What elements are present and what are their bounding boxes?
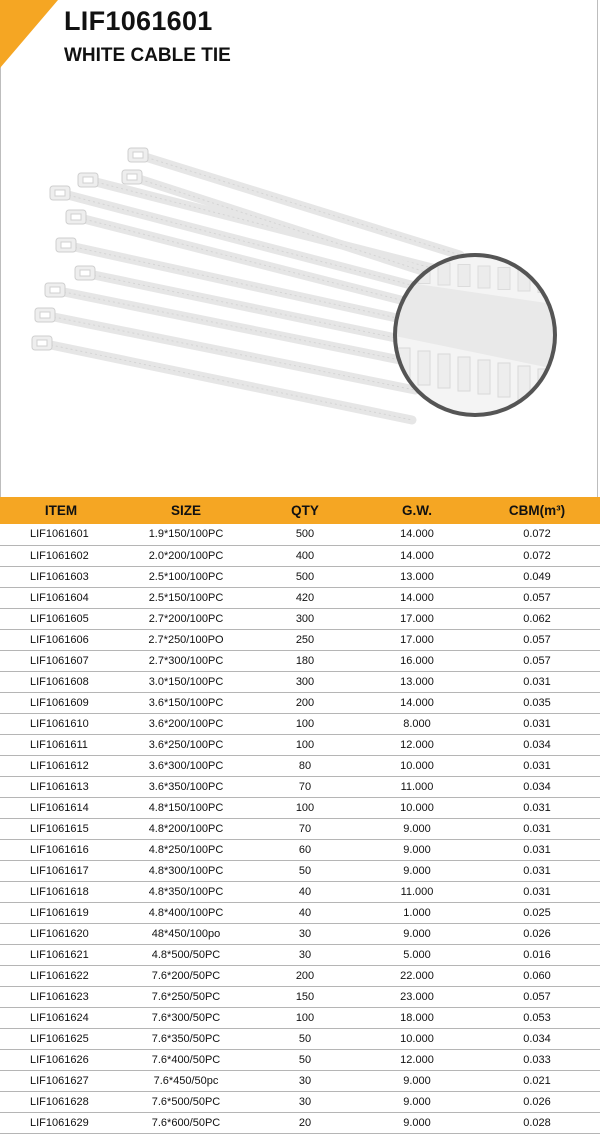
table-row xyxy=(0,755,600,776)
item-code-cell: LIF1061626 xyxy=(0,1049,122,1070)
table-row xyxy=(0,566,600,587)
gross-weight-cell: 11.000 xyxy=(360,881,474,902)
cable-tie-product-image xyxy=(20,130,560,450)
qty-cell: 150 xyxy=(250,986,360,1007)
gross-weight-cell: 9.000 xyxy=(360,860,474,881)
size-cell: 2.0*200/100PC xyxy=(122,545,250,566)
table-row xyxy=(0,524,600,545)
size-cell: 2.7*250/100PO xyxy=(122,629,250,650)
item-code-cell: LIF1061625 xyxy=(0,1028,122,1049)
size-cell: 4.8*250/100PC xyxy=(122,839,250,860)
table-row xyxy=(0,1112,600,1133)
item-code-cell: LIF1061614 xyxy=(0,797,122,818)
size-cell: 7.6*300/50PC xyxy=(122,1007,250,1028)
gross-weight-cell: 8.000 xyxy=(360,713,474,734)
gross-weight-cell: 14.000 xyxy=(360,692,474,713)
header-qty: QTY xyxy=(250,497,360,524)
table-row xyxy=(0,860,600,881)
cbm-cell: 0.062 xyxy=(474,608,600,629)
product-name-subtitle: WHITE CABLE TIE xyxy=(64,45,231,66)
table-row xyxy=(0,1070,600,1091)
qty-cell: 200 xyxy=(250,692,360,713)
size-cell: 2.7*300/100PC xyxy=(122,650,250,671)
cbm-cell: 0.031 xyxy=(474,860,600,881)
cbm-cell: 0.031 xyxy=(474,839,600,860)
cbm-cell: 0.057 xyxy=(474,587,600,608)
corner-accent xyxy=(0,0,58,68)
qty-cell: 70 xyxy=(250,776,360,797)
size-cell: 4.8*400/100PC xyxy=(122,902,250,923)
table-row xyxy=(0,671,600,692)
item-code-cell: LIF1061607 xyxy=(0,650,122,671)
qty-cell: 100 xyxy=(250,734,360,755)
size-cell: 7.6*600/50PC xyxy=(122,1112,250,1133)
item-code-cell: LIF1061627 xyxy=(0,1070,122,1091)
cbm-cell: 0.025 xyxy=(474,902,600,923)
table-row xyxy=(0,944,600,965)
gross-weight-cell: 9.000 xyxy=(360,1112,474,1133)
cbm-cell: 0.031 xyxy=(474,755,600,776)
qty-cell: 80 xyxy=(250,755,360,776)
table-row xyxy=(0,797,600,818)
gross-weight-cell: 14.000 xyxy=(360,545,474,566)
item-code-cell: LIF1061612 xyxy=(0,755,122,776)
qty-cell: 30 xyxy=(250,1070,360,1091)
gross-weight-cell: 9.000 xyxy=(360,839,474,860)
cbm-cell: 0.057 xyxy=(474,629,600,650)
gross-weight-cell: 22.000 xyxy=(360,965,474,986)
table-row xyxy=(0,650,600,671)
gross-weight-cell: 23.000 xyxy=(360,986,474,1007)
gross-weight-cell: 9.000 xyxy=(360,1091,474,1112)
table-row xyxy=(0,629,600,650)
size-cell: 7.6*250/50PC xyxy=(122,986,250,1007)
header-size: SIZE xyxy=(122,497,250,524)
qty-cell: 500 xyxy=(250,524,360,545)
item-code-cell: LIF1061603 xyxy=(0,566,122,587)
product-code-title: LIF1061601 xyxy=(64,6,213,36)
gross-weight-cell: 12.000 xyxy=(360,1049,474,1070)
cbm-cell: 0.031 xyxy=(474,797,600,818)
qty-cell: 100 xyxy=(250,797,360,818)
cbm-cell: 0.049 xyxy=(474,566,600,587)
table-row xyxy=(0,776,600,797)
gross-weight-cell: 10.000 xyxy=(360,797,474,818)
cbm-cell: 0.031 xyxy=(474,881,600,902)
gross-weight-cell: 5.000 xyxy=(360,944,474,965)
table-row xyxy=(0,1028,600,1049)
size-cell: 48*450/100po xyxy=(122,923,250,944)
cbm-cell: 0.031 xyxy=(474,671,600,692)
item-code-cell: LIF1061621 xyxy=(0,944,122,965)
size-cell: 2.7*200/100PC xyxy=(122,608,250,629)
size-cell: 3.6*300/100PC xyxy=(122,755,250,776)
item-code-cell: LIF1061606 xyxy=(0,629,122,650)
table-row xyxy=(0,1091,600,1112)
cbm-cell: 0.060 xyxy=(474,965,600,986)
qty-cell: 100 xyxy=(250,713,360,734)
cbm-cell: 0.034 xyxy=(474,734,600,755)
size-cell: 3.6*150/100PC xyxy=(122,692,250,713)
gross-weight-cell: 10.000 xyxy=(360,755,474,776)
cbm-cell: 0.031 xyxy=(474,713,600,734)
cbm-cell: 0.053 xyxy=(474,1007,600,1028)
size-cell: 7.6*400/50PC xyxy=(122,1049,250,1070)
gross-weight-cell: 18.000 xyxy=(360,1007,474,1028)
table-row xyxy=(0,965,600,986)
size-cell: 3.6*250/100PC xyxy=(122,734,250,755)
gross-weight-cell: 16.000 xyxy=(360,650,474,671)
size-cell: 3.6*350/100PC xyxy=(122,776,250,797)
qty-cell: 50 xyxy=(250,860,360,881)
qty-cell: 300 xyxy=(250,671,360,692)
size-cell: 4.8*500/50PC xyxy=(122,944,250,965)
item-code-cell: LIF1061624 xyxy=(0,1007,122,1028)
gross-weight-cell: 9.000 xyxy=(360,818,474,839)
header-cbm: CBM(m³) xyxy=(474,497,600,524)
size-cell: 1.9*150/100PC xyxy=(122,524,250,545)
item-code-cell: LIF1061616 xyxy=(0,839,122,860)
gross-weight-cell: 17.000 xyxy=(360,629,474,650)
gross-weight-cell: 1.000 xyxy=(360,902,474,923)
qty-cell: 300 xyxy=(250,608,360,629)
qty-cell: 20 xyxy=(250,1112,360,1133)
cbm-cell: 0.031 xyxy=(474,818,600,839)
gross-weight-cell: 14.000 xyxy=(360,524,474,545)
item-code-cell: LIF1061604 xyxy=(0,587,122,608)
qty-cell: 70 xyxy=(250,818,360,839)
gross-weight-cell: 11.000 xyxy=(360,776,474,797)
qty-cell: 30 xyxy=(250,1091,360,1112)
cbm-cell: 0.034 xyxy=(474,1028,600,1049)
table-row xyxy=(0,713,600,734)
qty-cell: 30 xyxy=(250,923,360,944)
gross-weight-cell: 12.000 xyxy=(360,734,474,755)
item-code-cell: LIF1061617 xyxy=(0,860,122,881)
header-item: ITEM xyxy=(0,497,122,524)
qty-cell: 50 xyxy=(250,1028,360,1049)
cbm-cell: 0.033 xyxy=(474,1049,600,1070)
gross-weight-cell: 10.000 xyxy=(360,1028,474,1049)
size-cell: 4.8*200/100PC xyxy=(122,818,250,839)
table-row xyxy=(0,986,600,1007)
table-row xyxy=(0,587,600,608)
item-code-cell: LIF1061623 xyxy=(0,986,122,1007)
size-cell: 7.6*350/50PC xyxy=(122,1028,250,1049)
cbm-cell: 0.057 xyxy=(474,986,600,1007)
item-code-cell: LIF1061618 xyxy=(0,881,122,902)
size-cell: 2.5*150/100PC xyxy=(122,587,250,608)
cbm-cell: 0.016 xyxy=(474,944,600,965)
item-code-cell: LIF1061620 xyxy=(0,923,122,944)
item-code-cell: LIF1061615 xyxy=(0,818,122,839)
qty-cell: 200 xyxy=(250,965,360,986)
gross-weight-cell: 13.000 xyxy=(360,566,474,587)
item-code-cell: LIF1061602 xyxy=(0,545,122,566)
cbm-cell: 0.072 xyxy=(474,545,600,566)
table-row xyxy=(0,923,600,944)
size-cell: 3.6*200/100PC xyxy=(122,713,250,734)
cbm-cell: 0.026 xyxy=(474,923,600,944)
item-code-cell: LIF1061611 xyxy=(0,734,122,755)
size-cell: 2.5*100/100PC xyxy=(122,566,250,587)
gross-weight-cell: 13.000 xyxy=(360,671,474,692)
item-code-cell: LIF1061619 xyxy=(0,902,122,923)
table-row xyxy=(0,1007,600,1028)
gross-weight-cell: 9.000 xyxy=(360,1070,474,1091)
table-row xyxy=(0,902,600,923)
cbm-cell: 0.072 xyxy=(474,524,600,545)
item-code-cell: LIF1061622 xyxy=(0,965,122,986)
table-row xyxy=(0,545,600,566)
size-cell: 4.8*350/100PC xyxy=(122,881,250,902)
qty-cell: 420 xyxy=(250,587,360,608)
gross-weight-cell: 14.000 xyxy=(360,587,474,608)
qty-cell: 30 xyxy=(250,944,360,965)
cbm-cell: 0.021 xyxy=(474,1070,600,1091)
qty-cell: 400 xyxy=(250,545,360,566)
qty-cell: 180 xyxy=(250,650,360,671)
table-row xyxy=(0,839,600,860)
size-cell: 7.6*450/50pc xyxy=(122,1070,250,1091)
specification-table xyxy=(0,497,600,1134)
qty-cell: 500 xyxy=(250,566,360,587)
size-cell: 7.6*500/50PC xyxy=(122,1091,250,1112)
size-cell: 7.6*200/50PC xyxy=(122,965,250,986)
size-cell: 4.8*300/100PC xyxy=(122,860,250,881)
table-row xyxy=(0,881,600,902)
item-code-cell: LIF1061605 xyxy=(0,608,122,629)
cbm-cell: 0.028 xyxy=(474,1112,600,1133)
header-gross-weight: G.W. xyxy=(360,497,474,524)
qty-cell: 60 xyxy=(250,839,360,860)
table-row xyxy=(0,692,600,713)
table-row xyxy=(0,608,600,629)
item-code-cell: LIF1061610 xyxy=(0,713,122,734)
cable-ties-bundle xyxy=(32,148,460,420)
gross-weight-cell: 9.000 xyxy=(360,923,474,944)
magnifier-detail xyxy=(390,250,560,420)
table-row xyxy=(0,818,600,839)
gross-weight-cell: 17.000 xyxy=(360,608,474,629)
cbm-cell: 0.026 xyxy=(474,1091,600,1112)
qty-cell: 100 xyxy=(250,1007,360,1028)
item-code-cell: LIF1061609 xyxy=(0,692,122,713)
qty-cell: 50 xyxy=(250,1049,360,1070)
item-code-cell: LIF1061628 xyxy=(0,1091,122,1112)
size-cell: 3.0*150/100PC xyxy=(122,671,250,692)
table-row xyxy=(0,1049,600,1070)
cbm-cell: 0.035 xyxy=(474,692,600,713)
cbm-cell: 0.057 xyxy=(474,650,600,671)
item-code-cell: LIF1061629 xyxy=(0,1112,122,1133)
item-code-cell: LIF1061613 xyxy=(0,776,122,797)
table-row xyxy=(0,734,600,755)
table-header-row xyxy=(0,497,600,524)
qty-cell: 40 xyxy=(250,902,360,923)
qty-cell: 40 xyxy=(250,881,360,902)
size-cell: 4.8*150/100PC xyxy=(122,797,250,818)
cbm-cell: 0.034 xyxy=(474,776,600,797)
item-code-cell: LIF1061608 xyxy=(0,671,122,692)
qty-cell: 250 xyxy=(250,629,360,650)
item-code-cell: LIF1061601 xyxy=(0,524,122,545)
